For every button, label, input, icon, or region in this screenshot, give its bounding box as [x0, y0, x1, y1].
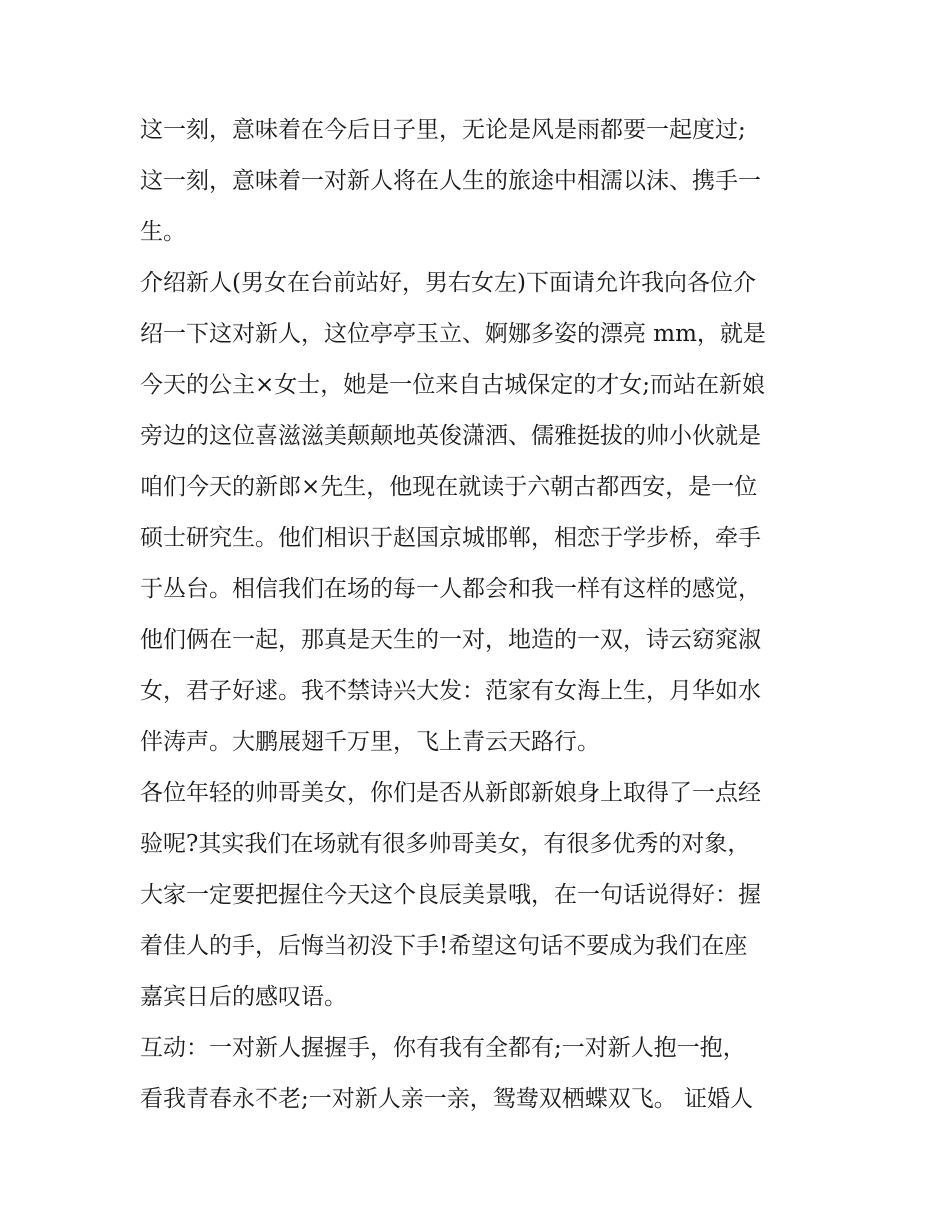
- text-line: 绍一下这对新人，这位亭亭玉立、婀娜多姿的漂亮 mm，就是: [140, 321, 766, 347]
- document-body: [140, 105, 812, 1125]
- text-line: 各位年轻的帅哥美女，你们是否从新郎新娘身上取得了一点经: [140, 780, 761, 806]
- text-line: 验呢?其实我们在场就有很多帅哥美女，有很多优秀的对象，: [140, 831, 751, 857]
- text-line: 着佳人的手，后悔当初没下手!希望这句话不要成为我们在座: [140, 933, 748, 959]
- text-line: 这一刻，意味着在今后日子里，无论是风是雨都要一起度过;: [140, 117, 746, 143]
- text-line: 旁边的这位喜滋滋美颠颠地英俊潇洒、儒雅挺拔的帅小伙就是: [140, 423, 761, 449]
- text-line: 他们俩在一起，那真是天生的一对，地造的一双，诗云窈窕淑: [140, 627, 761, 653]
- text-line: 嘉宾日后的感叹语。: [140, 984, 347, 1010]
- text-line: 硕士研究生。他们相识于赵国京城邯郸，相恋于学步桥，牵手: [140, 525, 761, 551]
- text-line: 这一刻，意味着一对新人将在人生的旅途中相濡以沫、携手一: [140, 168, 761, 194]
- text-line: 互动：一对新人握握手，你有我有全都有;一对新人抱一抱，: [140, 1035, 746, 1061]
- text-line: 咱们今天的新郎×先生，他现在就读于六朝古都西安，是一位: [140, 474, 758, 500]
- text-line: 伴涛声。大鹏展翅千万里，飞上青云天路行。: [140, 729, 600, 755]
- text-line: 女，君子好逑。我不禁诗兴大发：范家有女海上生，月华如水: [140, 678, 761, 704]
- text-line: 生。: [140, 219, 186, 245]
- text-line: 介绍新人(男女在台前站好，男右女左)下面请允许我向各位介: [140, 270, 756, 296]
- text-line: 于丛台。相信我们在场的每一人都会和我一样有这样的感觉，: [140, 576, 761, 602]
- text-line: 看我青春永不老;一对新人亲一亲，鸳鸯双栖蝶双飞。 证婚人: [140, 1086, 754, 1112]
- text-line: 今天的公主×女士，她是一位来自古城保定的才女;而站在新娘: [140, 372, 766, 398]
- text-line: 大家一定要把握住今天这个良辰美景哦，在一句话说得好：握: [140, 882, 761, 908]
